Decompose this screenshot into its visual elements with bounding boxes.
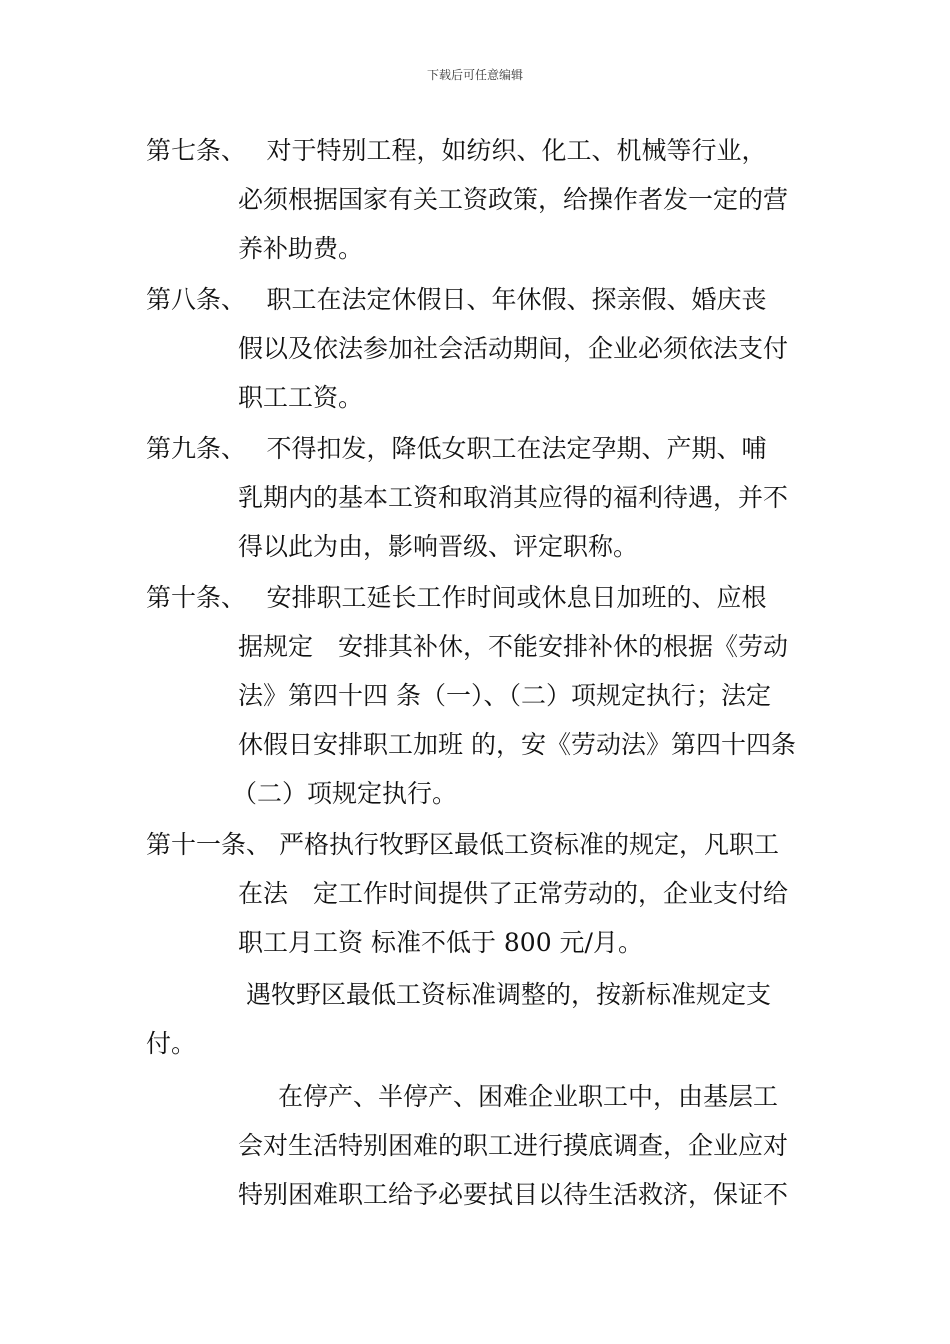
article-11-line-2: 在法 定工作时间提供了正常劳动的，企业支付给 (238, 879, 789, 908)
paragraph-relief-line-2: 会对生活特别困难的职工进行摸底调查，企业应对 (238, 1131, 789, 1160)
article-10-line-5: （二）项规定执行。 (232, 779, 458, 808)
paragraph-relief-line-3: 特别困难职工给予必要拭目以待生活救济，保证不 (238, 1180, 789, 1209)
page-header: 下载后可任意编辑 (426, 68, 523, 82)
paragraph-relief-line-1: 在停产、半停产、困难企业职工中，由基层工 (278, 1082, 779, 1111)
article-7-line-3: 养补助费。 (238, 234, 364, 263)
article-9-line-3: 得以此为由，影响晋级、评定职称。 (238, 532, 639, 561)
article-9-line-1: 第九条、 不得扣发，降低女职工在法定孕期、产期、哺 (146, 434, 767, 463)
article-8-line-3: 职工工资。 (238, 383, 364, 412)
article-8-line-2: 假以及依法参加社会活动期间，企业必须依法支付 (238, 334, 789, 363)
article-11-line-1: 第十一条、 严格执行牧野区最低工资标准的规定，凡职工 (146, 830, 779, 859)
paragraph-adjustment-line-1: 遇牧野区最低工资标准调整的，按新标准规定支 (246, 980, 772, 1009)
article-7-line-2: 必须根据国家有关工资政策，给操作者发一定的营 (238, 185, 789, 214)
article-10-line-4: 休假日安排职工加班 的，安《劳动法》第四十四条 (238, 730, 796, 759)
article-10-line-2: 据规定 安排其补休，不能安排补休的根据《劳动 (238, 632, 789, 661)
article-9-line-2: 乳期内的基本工资和取消其应得的福利待遇，并不 (238, 483, 789, 512)
article-11-line-3: 职工月工资 标准不低于 800 元/月。 (238, 928, 643, 957)
article-10-line-3: 法》第四十四 条（一）、（二）项规定执行；法定 (238, 681, 771, 710)
article-7-line-1: 第七条、 对于特别工程，如纺织、化工、机械等行业， (146, 136, 767, 165)
article-10-line-1: 第十条、 安排职工延长工作时间或休息日加班的、应根 (146, 583, 767, 612)
article-8-line-1: 第八条、 职工在法定休假日、年休假、探亲假、婚庆丧 (146, 285, 767, 314)
paragraph-adjustment-line-2: 付。 (146, 1029, 197, 1058)
